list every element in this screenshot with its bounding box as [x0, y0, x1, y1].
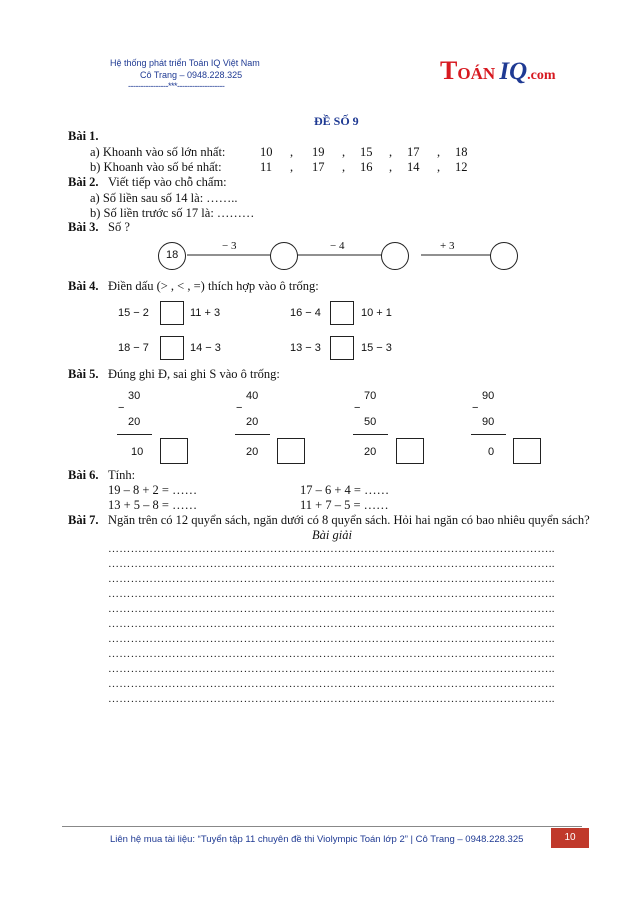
compare-answer-box[interactable]	[330, 301, 354, 325]
value[interactable]: 18	[455, 145, 468, 159]
value[interactable]: 15	[360, 145, 373, 159]
comma: ,	[389, 160, 393, 174]
bai7-label: Bài 7.	[68, 513, 99, 527]
compare-left: 13 − 3	[290, 342, 321, 354]
minus-sign: −	[472, 402, 479, 414]
bai2-label: Bài 2.	[68, 175, 99, 189]
comma: ,	[342, 160, 346, 174]
bai3-label: Bài 3.	[68, 220, 99, 234]
comma: ,	[437, 160, 441, 174]
bai1-b-text: b) Khoanh vào số bé nhất:	[90, 160, 222, 174]
comma: ,	[342, 145, 346, 159]
answer-line[interactable]: ………………………………………………………………………………………………………..	[108, 648, 555, 660]
page-number: 10	[564, 832, 576, 843]
value[interactable]: 16	[360, 160, 373, 174]
bai4-label: Bài 4.	[68, 279, 99, 293]
value[interactable]: 14	[407, 160, 420, 174]
subtract-bottom: 90	[482, 416, 495, 428]
bai5-label: Bài 5.	[68, 367, 99, 381]
subtract-result: 20	[364, 446, 377, 458]
bai7-text: Ngăn trên có 12 quyển sách, ngăn dưới có 8 quyển sách. Hỏi hai ngăn có bao nhiêu quyển sách?	[108, 513, 590, 527]
bai2-b: b) Số liền trước số 17 là: ………	[90, 206, 255, 220]
bai3-text: Số ?	[108, 220, 130, 234]
page-title: ĐỀ SỐ 9	[314, 114, 359, 128]
bai6-expr-4: 11 + 7 – 5 = ……	[300, 498, 389, 512]
answer-line[interactable]: ………………………………………………………………………………………………………..	[108, 693, 555, 705]
subtract-top: 30	[128, 390, 141, 402]
value[interactable]: 10	[260, 145, 273, 159]
subtract-bottom: 20	[246, 416, 259, 428]
bai2-a: a) Số liền sau số 14 là: ……..	[90, 191, 238, 205]
subtract-rule	[235, 434, 270, 435]
subtract-top: 40	[246, 390, 259, 402]
logo-text-iq: IQ	[499, 58, 528, 85]
answer-line[interactable]: ………………………………………………………………………………………………………..	[108, 573, 555, 585]
true-false-box[interactable]	[513, 438, 541, 464]
subtract-result: 20	[246, 446, 259, 458]
answer-line[interactable]: ………………………………………………………………………………………………………..	[108, 558, 555, 570]
answer-line[interactable]: ………………………………………………………………………………………………………..	[108, 588, 555, 600]
subtract-bottom: 50	[364, 416, 377, 428]
comma: ,	[290, 145, 294, 159]
header-line-2: Cô Trang – 0948.228.325	[140, 70, 243, 80]
compare-right: 11 + 3	[190, 307, 221, 319]
logo-letter-t: T	[440, 56, 458, 85]
value[interactable]: 19	[312, 145, 325, 159]
minus-sign: −	[118, 402, 125, 414]
bai6-expr-3: 13 + 5 – 8 = ……	[108, 498, 198, 512]
bai1-a-text: a) Khoanh vào số lớn nhất:	[90, 145, 226, 159]
chain-op-1: − 3	[222, 240, 237, 252]
subtract-rule	[117, 434, 152, 435]
compare-answer-box[interactable]	[330, 336, 354, 360]
chain-answer-circle[interactable]	[381, 242, 409, 270]
logo-text-oan: OÁN	[457, 64, 500, 83]
bai2-text: Viết tiếp vào chỗ chấm:	[108, 175, 227, 189]
true-false-box[interactable]	[277, 438, 305, 464]
true-false-box[interactable]	[160, 438, 188, 464]
compare-left: 18 − 7	[118, 342, 149, 354]
bai6-expr-2: 17 – 6 + 4 = ……	[300, 483, 390, 497]
bai1-label: Bài 1.	[68, 129, 99, 143]
solution-label: Bài giải	[312, 528, 352, 542]
subtract-rule	[353, 434, 388, 435]
minus-sign: −	[236, 402, 243, 414]
compare-right: 15 − 3	[361, 342, 392, 354]
chain-start-value: 18	[166, 249, 179, 261]
header-line-3: ----------------***-------------------	[128, 81, 225, 91]
minus-sign: −	[354, 402, 361, 414]
chain-answer-circle[interactable]	[490, 242, 518, 270]
footer-rule	[62, 826, 582, 827]
bai6-label: Bài 6.	[68, 468, 99, 482]
subtract-result: 0	[488, 446, 495, 458]
footer-text: Liên hệ mua tài liệu: “Tuyển tập 11 chuyên đề thi Violympic Toán lớp 2” | Cô Trang – 0948.228.325	[110, 834, 524, 845]
value[interactable]: 17	[407, 145, 420, 159]
subtract-bottom: 20	[128, 416, 141, 428]
brand-logo	[440, 56, 556, 86]
chain-answer-circle[interactable]	[270, 242, 298, 270]
compare-right: 14 − 3	[190, 342, 221, 354]
bai4-text: Điền dấu (> , < , =) thích hợp vào ô trống:	[108, 279, 319, 293]
answer-line[interactable]: ………………………………………………………………………………………………………..	[108, 633, 555, 645]
comma: ,	[437, 145, 441, 159]
chain-op-2: − 4	[330, 240, 345, 252]
subtract-result: 10	[131, 446, 144, 458]
answer-line[interactable]: ………………………………………………………………………………………………………..	[108, 678, 555, 690]
answer-line[interactable]: ………………………………………………………………………………………………………..	[108, 543, 555, 555]
page-number-badge	[551, 828, 589, 848]
comma: ,	[389, 145, 393, 159]
compare-right: 10 + 1	[361, 307, 392, 319]
value[interactable]: 17	[312, 160, 325, 174]
bai6-expr-1: 19 – 8 + 2 = ……	[108, 483, 198, 497]
chain-op-3: + 3	[440, 240, 455, 252]
header-line-1: Hệ thống phát triển Toán IQ Việt Nam	[110, 58, 260, 68]
compare-answer-box[interactable]	[160, 336, 184, 360]
value[interactable]: 11	[260, 160, 273, 174]
answer-line[interactable]: ………………………………………………………………………………………………………..	[108, 618, 555, 630]
value[interactable]: 12	[455, 160, 468, 174]
subtract-top: 90	[482, 390, 495, 402]
answer-line[interactable]: ………………………………………………………………………………………………………..	[108, 663, 555, 675]
compare-left: 15 − 2	[118, 307, 149, 319]
subtract-top: 70	[364, 390, 377, 402]
answer-line[interactable]: ………………………………………………………………………………………………………..	[108, 603, 555, 615]
true-false-box[interactable]	[396, 438, 424, 464]
chain-start-circle	[158, 242, 186, 270]
logo-text-com: .com	[527, 68, 556, 83]
subtract-rule	[471, 434, 506, 435]
compare-left: 16 − 4	[290, 307, 321, 319]
comma: ,	[290, 160, 294, 174]
bai5-text: Đúng ghi Đ, sai ghi S vào ô trống:	[108, 367, 280, 381]
bai6-text: Tính:	[108, 468, 136, 482]
compare-answer-box[interactable]	[160, 301, 184, 325]
